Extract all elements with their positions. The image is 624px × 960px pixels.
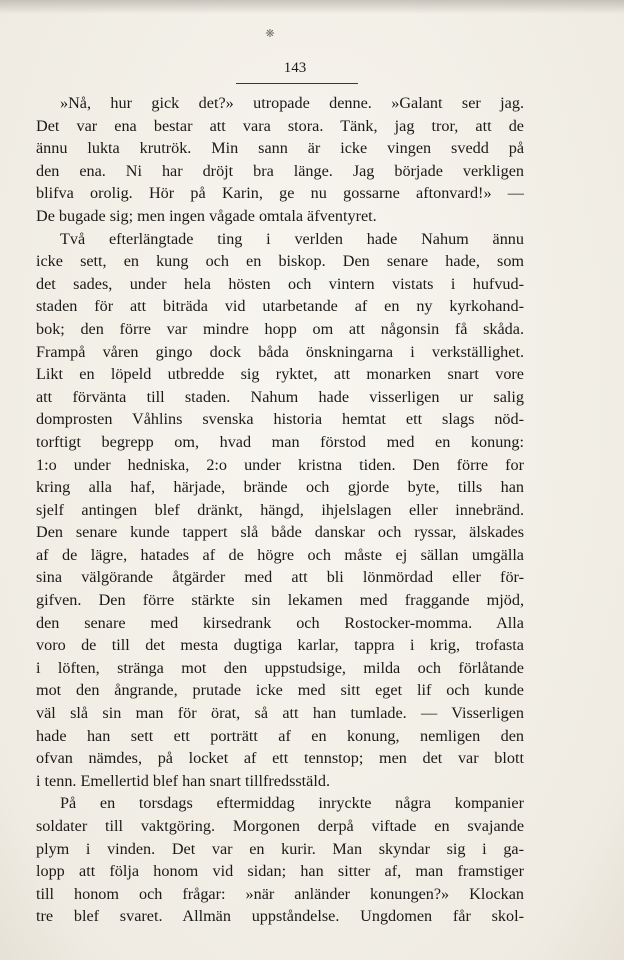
text-line: staden för att biträda vid utarbetande af en ny kyrkohand- [36,297,524,316]
scan-edge-shadow [0,0,624,14]
body-text [36,92,524,928]
page-number-rule [236,83,358,84]
text-line: Den senare kunde tappert slå både danskar och ryssar, älskades [36,523,524,542]
text-line: väl slå sin man för örat, så att han tumlade. — Visserligen [36,704,524,723]
text-line: bok; den förre var mindre hopp om att någonsin få skåda. [36,319,524,338]
text-line: gifven. Den förre stärkte sin lekamen med fraggande mjöd, [36,591,524,610]
text-line: kring alla haf, härjade, brände och gjorde byte, tills han [36,478,524,497]
text-line: torftigt begrepp om, hvad man förstod med en konung: [36,432,524,451]
text-line: sjelf antingen blef dränkt, hängd, ihjelslagen eller innebränd. [36,500,524,519]
text-line: i tenn. Emellertid blef han snart tillfredsstäld. [36,771,330,790]
text-line: lopp att följa honom vid sidan; han sitter af, man framstiger [36,862,524,881]
page-number: 143 [283,60,307,76]
text-line: den ena. Ni har dröjt bra länge. Jag började verkligen [36,161,524,180]
text-line: Frampå våren gingo dock båda önskningarna i verkställighet. [36,342,524,361]
text-line: plym i vinden. Det var en kurir. Man skyndar sig i ga- [36,839,524,858]
text-line: sina välgörande åtgärder med att bli lönmördad eller för- [36,568,524,587]
text-line: att förvänta till staden. Nahum hade visserligen ur salig [36,387,524,406]
text-line: voro de till det mesta dugtiga karlar, tappra i krig, trofasta [36,636,524,655]
text-line: »Nå, hur gick det?» utropade denne. »Galant ser jag. [60,94,524,112]
text-line: i löften, stränga mot den uppstudsige, milda och förlåtande [36,658,524,677]
text-line: På en torsdags eftermiddag inryckte några kompanier [60,794,524,813]
text-line: till honom och frågar: »när anländer konungen?» Klockan [36,884,524,903]
text-line: Det var ena bestar att vara stora. Tänk, jag tror, att de [36,116,524,135]
text-line: soldater till vaktgöring. Morgonen derpå viftade en svajande [36,817,524,835]
text-line: af de lägre, hatades af de högre och måste ej sällan umgälla [36,545,524,564]
text-line: den senare med kirsedrank och Rostocker-momma. Alla [36,613,524,632]
text-line: mot den ångrande, prutade icke med sitt eget lif och kunde [36,681,524,700]
text-line: Likt en löpeld utbredde sig ryktet, att monarken snart vore [36,365,524,384]
text-line: De bugade sig; men ingen vågade omtala äfventyret. [36,206,377,225]
text-line: 1:o under hedniska, 2:o under kristna tiden. Den förre for [36,455,524,474]
text-line: blifva orolig. Hör på Karin, ge nu gossarne aftonvard!» — [36,184,524,203]
printer-ornament: ❋ [265,27,275,40]
text-line: det sades, under hela hösten och vintern vistats i hufvud- [36,274,524,293]
text-line: ofvan nämdes, på locket af ett tennstop; men det var blott [36,749,524,768]
text-line: icke sett, en kung och en biskop. Den senare hade, som [36,252,524,271]
text-line: domprosten Våhlins svenska historia hemtat ett slags nöd- [36,410,524,429]
text-line: hade han sett ett porträtt af en konung, nemligen den [36,726,524,745]
text-line: Två efterlängtade ting i verlden hade Nahum ännu [60,229,524,248]
text-line: tre blef svaret. Allmän uppståndelse. Ungdomen får skol- [36,907,524,926]
text-line: ännu lukta krutrök. Min sann är icke vingen svedd på [36,139,524,158]
